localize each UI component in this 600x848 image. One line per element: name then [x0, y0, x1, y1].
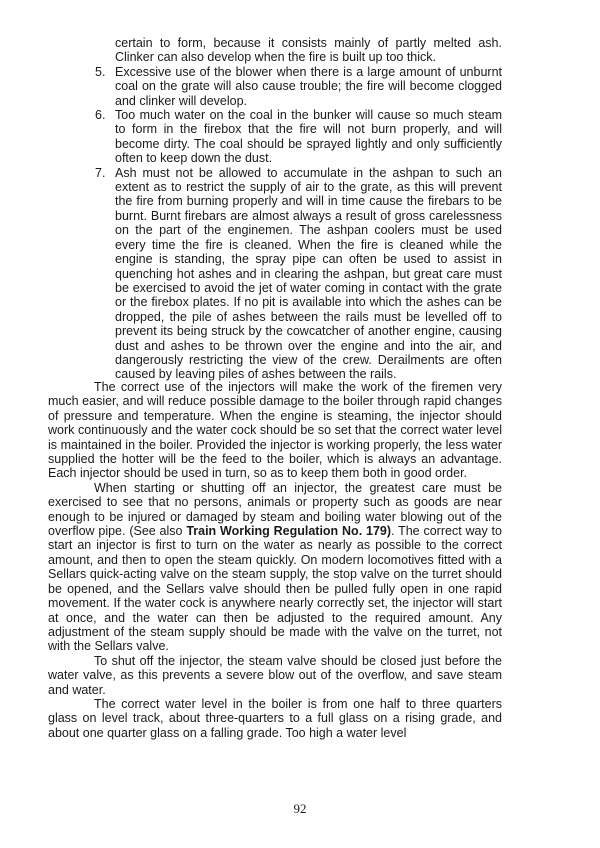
list-item: [88, 36, 502, 65]
list-item-number: 7.: [95, 165, 106, 180]
paragraph-water-level: The correct water level in the boiler is from one half to three quarters glass on level track, about three-quarters to a full glass on a rising grade, and about one quarter glass on a falling grade. Too high a water level: [48, 696, 502, 740]
list-item: [88, 166, 502, 382]
page-number: 92: [293, 801, 307, 816]
list-item-number: 5.: [95, 64, 106, 79]
list-item-number: 6.: [95, 108, 106, 123]
paragraph-text: When starting or shutting off an injector, the greatest care must be exercised to see that no persons, animals or property such as goods are near enough to be injured or damaged by steam and boiling water blowing out of the overflow pipe. (See also: [48, 480, 502, 539]
list-item-text: Ash must not be allowed to accumulate in the ashpan to such an extent as to restrict the supply of air to the grate, as this will prevent the fire from burning properly and will in time cause the firebars to be burnt. Burnt firebars are almost always a result of gross carelessness on the part of the enginemen. The ashpan coolers must be used every time the fire is cleaned. When the fire is cleaned while the engine is standing, the spray pipe can often be used to assist in quenching hot ashes and in clearing the ashpan, but great care must be exercised to avoid the jet of water coming in contact with the grate or the firebox plates. If no pit is available into which the ashes can be dropped, the pile of ashes between the rails must be levelled off to prevent its being struck by the cowcatcher of another engine, causing dust and ashes to be thrown over the engine and into the air, and dangerously restricting the view of the crew. Derailments are often caused by leaving piles of ashes between the rails.: [115, 165, 502, 382]
list-item-text: Excessive use of the blower when there is a large amount of unburnt coal on the grate will also cause trouble; the fire will become clogged and clinker will develop.: [115, 64, 502, 108]
regulation-reference: Train Working Regulation No. 179): [186, 524, 392, 539]
paragraph-starting-injector: [48, 481, 502, 654]
list-item: [88, 65, 502, 108]
body-text: [48, 380, 502, 740]
numbered-list: [88, 36, 502, 382]
list-item-text: Too much water on the coal in the bunker will cause so much steam to form in the firebox that the fire will not burn properly, and will become dirty. The coal should be sprayed lightly and only sufficiently often to keep down the dust.: [115, 108, 502, 166]
list-item-text: certain to form, because it consists mainly of partly melted ash. Clinker can also develop when the fire is built up too thick.: [115, 36, 502, 65]
paragraph-injectors: The correct use of the injectors will make the work of the firemen very much easier, and will reduce possible damage to the boiler through rapid changes of pressure and temperature. When the engine is steaming, the injector should work continuously and the water cock should be so set that the correct water level is maintained in the boiler. Provided the injector is working properly, the less water supplied the hotter will be the feed to the boiler, which is always an advantage. Each injector should be used in turn, so as to keep them both in good order.: [48, 380, 502, 481]
paragraph-shut-off: To shut off the injector, the steam valve should be closed just before the water valve, as this prevents a severe blow out of the overflow, and save steam and water.: [48, 653, 502, 697]
list-item: [88, 108, 502, 166]
paragraph-text: . The correct way to start an injector is first to turn on the water as nearly as possible to the correct amount, and then to open the steam quickly. On modern locomotives fitted with a Sellars quick-acting valve on the steam supply, the stop valve on the turret should be opened, and the Sellars valve should then be pulled fully open in one rapid movement. If the water cock is anywhere nearly correctly set, the injector will start at once, and the water can then be adjusted to the required amount. Any adjustment of the steam supply should be made with the valve on the turret, not with the Sellars valve.: [48, 524, 502, 654]
